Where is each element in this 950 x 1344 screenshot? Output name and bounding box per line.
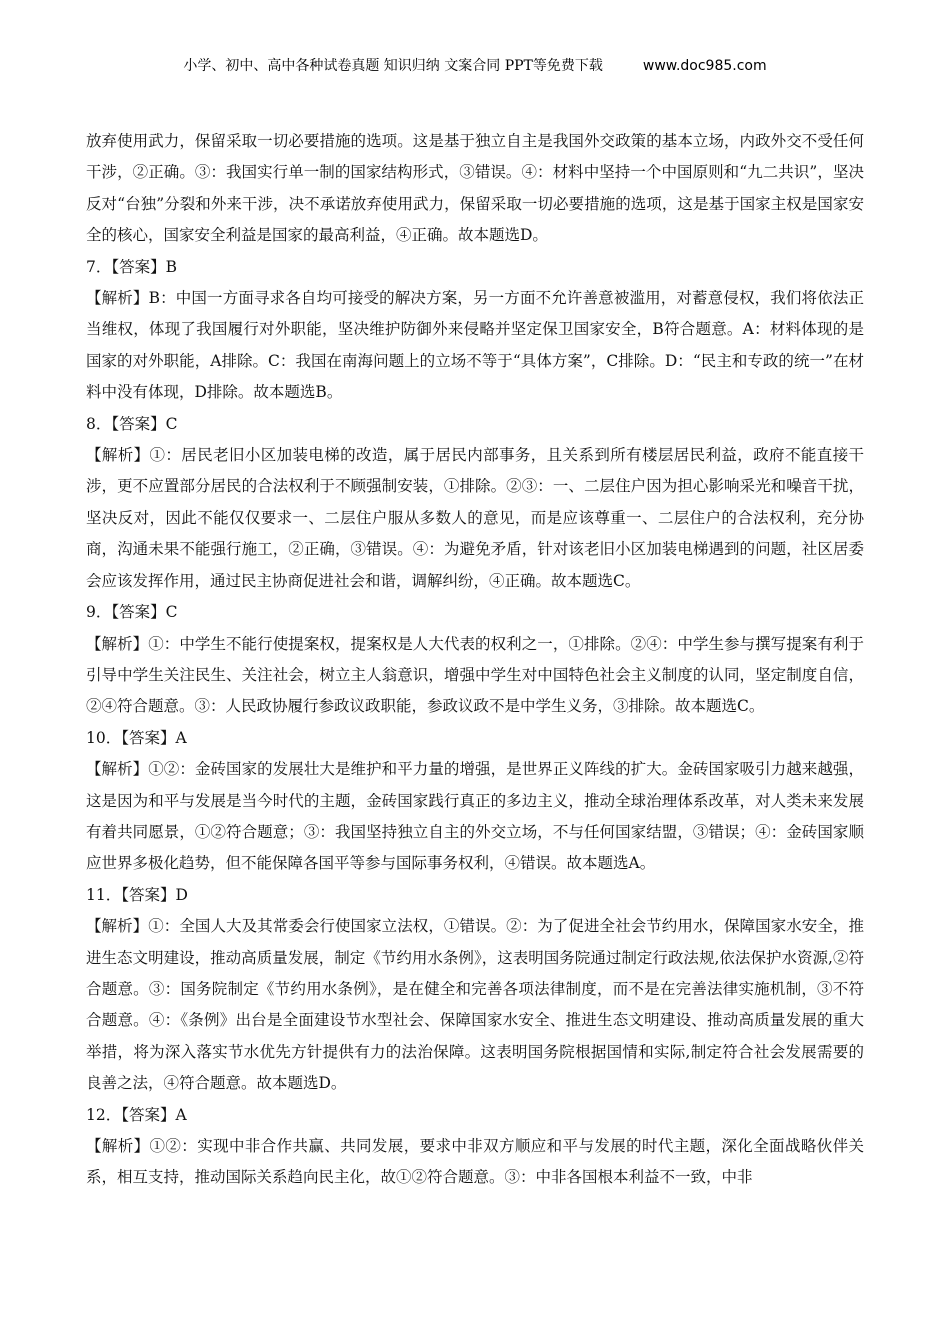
analysis-8: 【解析】①：居民老旧小区加装电梯的改造，属于居民内部事务，且关系到所有楼层居民利益，政府不能直接干涉，更不应置部分居民的合法权利于不顾强制安装，①排除。②③：一、二层住户因为担心影响采光和噪音干扰，坚决反对，因此不能仅仅要求一、二层住户服从多数人的意见，而是应该尊重一、二层住户的合法权利，充分协商，沟通未果不能强行施工，②正确，③错误。④：为避免矛盾，针对该老旧小区加装电梯遇到的问题，社区居委会应该发挥作用，通过民主协商促进社会和谐，调解纠纷，④正确。故本题选C。 bbox=[86, 446, 864, 590]
answer-10: 10．【答案】A bbox=[86, 728, 187, 747]
answer-12: 12．【答案】A bbox=[86, 1105, 187, 1124]
header-title: 小学、初中、高中各种试卷真题 知识归纳 文案合同 PPT等免费下载 bbox=[183, 58, 603, 74]
document-body bbox=[86, 126, 864, 1194]
page-header bbox=[0, 56, 950, 76]
answer-9: 9．【答案】C bbox=[86, 603, 178, 622]
header-url[interactable]: www.doc985.com bbox=[642, 58, 767, 74]
analysis-11: 【解析】①：全国人大及其常委会行使国家立法权，①错误。②：为了促进全社会节约用水，保障国家水安全，推进生态文明建设，推动高质量发展，制定《节约用水条例》，这表明国务院通过制定行政法规,依法保护水资源,②符合题意。③：国务院制定《节约用水条例》，是在健全和完善各项法律制度，而不是在完善法律实施机制，③不符合题意。④：《条例》出台是全面建设节水型社会、保障国家水安全、推进生态文明建设、推动高质量发展的重大举措，将为深入落实节水优先方针提供有力的法治保障。这表明国务院根据国情和实际,制定符合社会发展需要的良善之法，④符合题意。故本题选D。 bbox=[86, 917, 864, 1093]
analysis-9: 【解析】①：中学生不能行使提案权，提案权是人大代表的权利之一，①排除。②④：中学生参与撰写提案有利于引导中学生关注民生、关注社会，树立主人翁意识，增强中学生对中国特色社会主义制度的认同，坚定制度自信，②④符合题意。③：人民政协履行参政议政职能，参政议政不是中学生义务，③排除。故本题选C。 bbox=[86, 634, 864, 716]
analysis-7: 【解析】B：中国一方面寻求各自均可接受的解决方案，另一方面不允许善意被滥用，对蓄意侵权，我们将依法正当维权，体现了我国履行对外职能，坚决维护防御外来侵略并坚定保卫国家安全，B符合题意。A：材料体现的是国家的对外职能，A排除。C：我国在南海问题上的立场不等于“具体方案”，C排除。D：“民主和专政的统一”在材料中没有体现，D排除。故本题选B。 bbox=[86, 289, 864, 402]
answer-7: 7．【答案】B bbox=[86, 257, 178, 276]
answer-11: 11．【答案】D bbox=[86, 885, 188, 904]
intro-paragraph: 放弃使用武力，保留采取一切必要措施的选项。这是基于独立自主是我国外交政策的基本立场，内政外交不受任何干涉，②正确。③：我国实行单一制的国家结构形式，③错误。④：材料中坚持一个中国原则和“九二共识”，坚决反对“台独”分裂和外来干涉，决不承诺放弃使用武力，保留采取一切必要措施的选项，这是基于国家主权是国家安全的核心，国家安全利益是国家的最高利益，④正确。故本题选D。 bbox=[86, 132, 864, 245]
answer-8: 8．【答案】C bbox=[86, 414, 178, 433]
analysis-10: 【解析】①②：金砖国家的发展壮大是维护和平力量的增强，是世界正义阵线的扩大。金砖国家吸引力越来越强，这是因为和平与发展是当今时代的主题，金砖国家践行真正的多边主义，推动全球治理体系改革，对人类未来发展有着共同愿景，①②符合题意；③：我国坚持独立自主的外交立场，不与任何国家结盟，③错误；④：金砖国家顺应世界多极化趋势，但不能保障各国平等参与国际事务权利，④错误。故本题选A。 bbox=[86, 760, 864, 873]
analysis-12: 【解析】①②：实现中非合作共赢、共同发展，要求中非双方顺应和平与发展的时代主题，深化全面战略伙伴关系，相互支持，推动国际关系趋向民主化，故①②符合题意。③：中非各国根本利益不一致，中非 bbox=[86, 1137, 864, 1187]
